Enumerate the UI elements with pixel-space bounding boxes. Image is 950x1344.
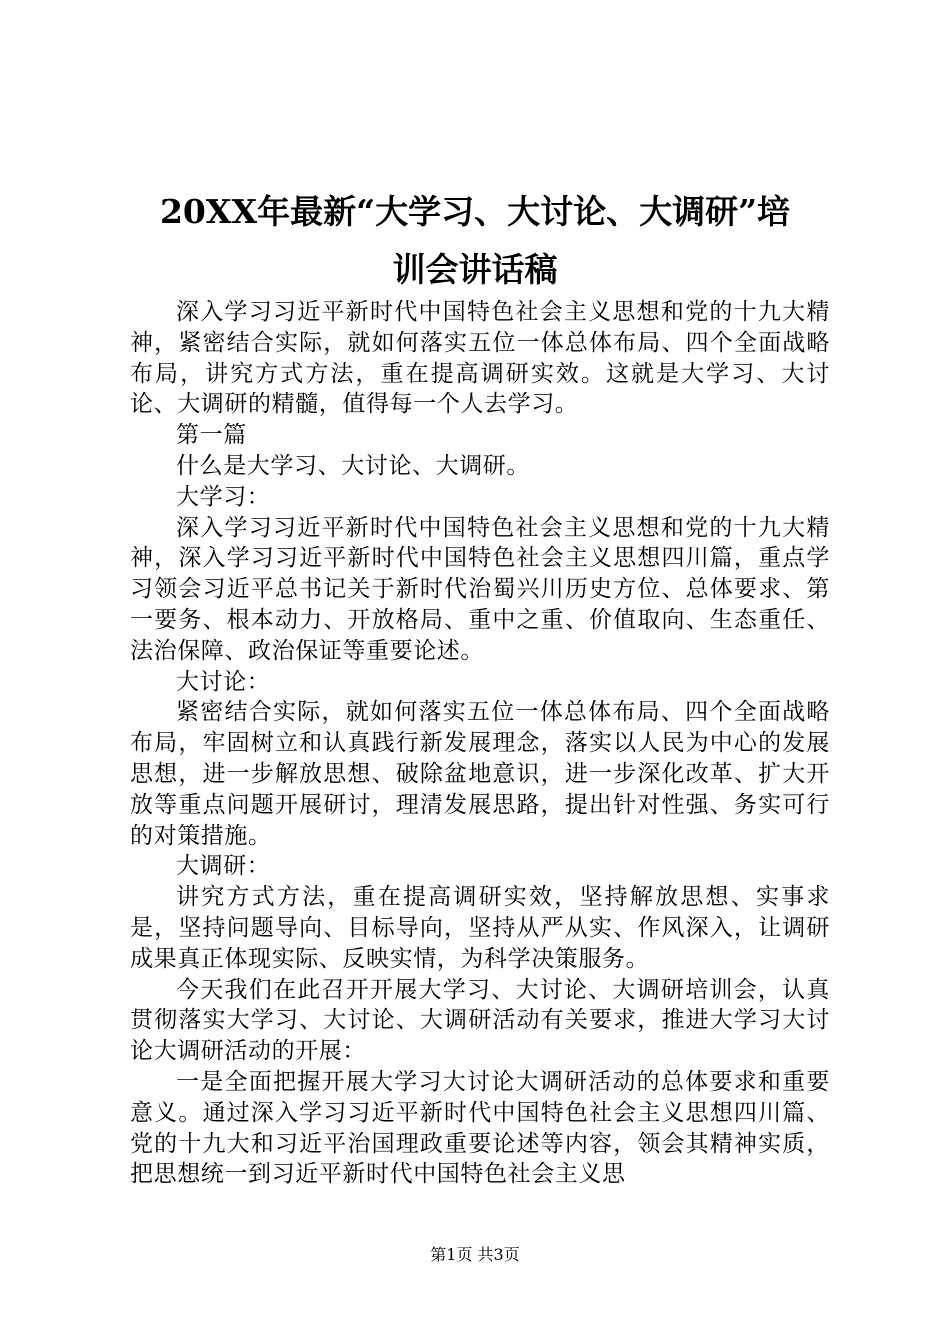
- section-heading: 大调研：: [176, 853, 271, 880]
- paragraph: 今天我们在此召开开展大学习、大讨论、大调研培训会，认真贯彻落实大学习、大讨论、大调研活动有关要求，推进大学习大讨论大调研活动的开展：: [130, 976, 830, 1065]
- section-heading: 第一篇: [176, 422, 247, 449]
- paragraph: 什么是大学习、大讨论、大调研。: [176, 452, 530, 479]
- document-body: [130, 297, 830, 1190]
- paragraph: 深入学习习近平新时代中国特色社会主义思想和党的十九大精神，紧密结合实际，就如何落实五位一体总体布局、四个全面战略布局，讲究方式方法，重在提高调研实效。这就是大学习、大讨论、大调研的精髓，值得每一个人去学习。: [130, 299, 830, 418]
- document-title-line-1: 20XX年最新“大学习、大讨论、大调研”培: [159, 192, 791, 231]
- page-footer: 第1页 共3页: [430, 1245, 520, 1264]
- paragraph: 讲究方式方法，重在提高调研实效，坚持解放思想、实事求是，坚持问题导向、目标导向，坚持从严从实、作风深入，让调研成果真正体现实际、反映实情，为科学决策服务。: [130, 884, 830, 972]
- document-title-line-2: 训会讲话稿: [392, 250, 558, 289]
- section-heading: 大讨论：: [176, 668, 271, 695]
- paragraph: 深入学习习近平新时代中国特色社会主义思想和党的十九大精神，深入学习习近平新时代中国特色社会主义思想四川篇，重点学习领会习近平总书记关于新时代治蜀兴川历史方位、总体要求、第一要务、根本动力、开放格局、重中之重、价值取向、生态重任、法治保障、政治保证等重要论述。: [130, 514, 830, 664]
- section-heading: 大学习：: [176, 483, 271, 510]
- paragraph: 一是全面把握开展大学习大讨论大调研活动的总体要求和重要意义。通过深入学习习近平新时代中国特色社会主义思想四川篇、党的十九大和习近平治国理政重要论述等内容，领会其精神实质，把思想统一到习近平新时代中国特色社会主义思: [130, 1068, 830, 1188]
- paragraph: 紧密结合实际，就如何落实五位一体总体布局、四个全面战略布局，牢固树立和认真践行新发展理念，落实以人民为中心的发展思想，进一步解放思想、破除盆地意识，进一步深化改革、扩大开放等重点问题开展研讨，理清发展思路，提出针对性强、务实可行的对策措施。: [130, 699, 830, 849]
